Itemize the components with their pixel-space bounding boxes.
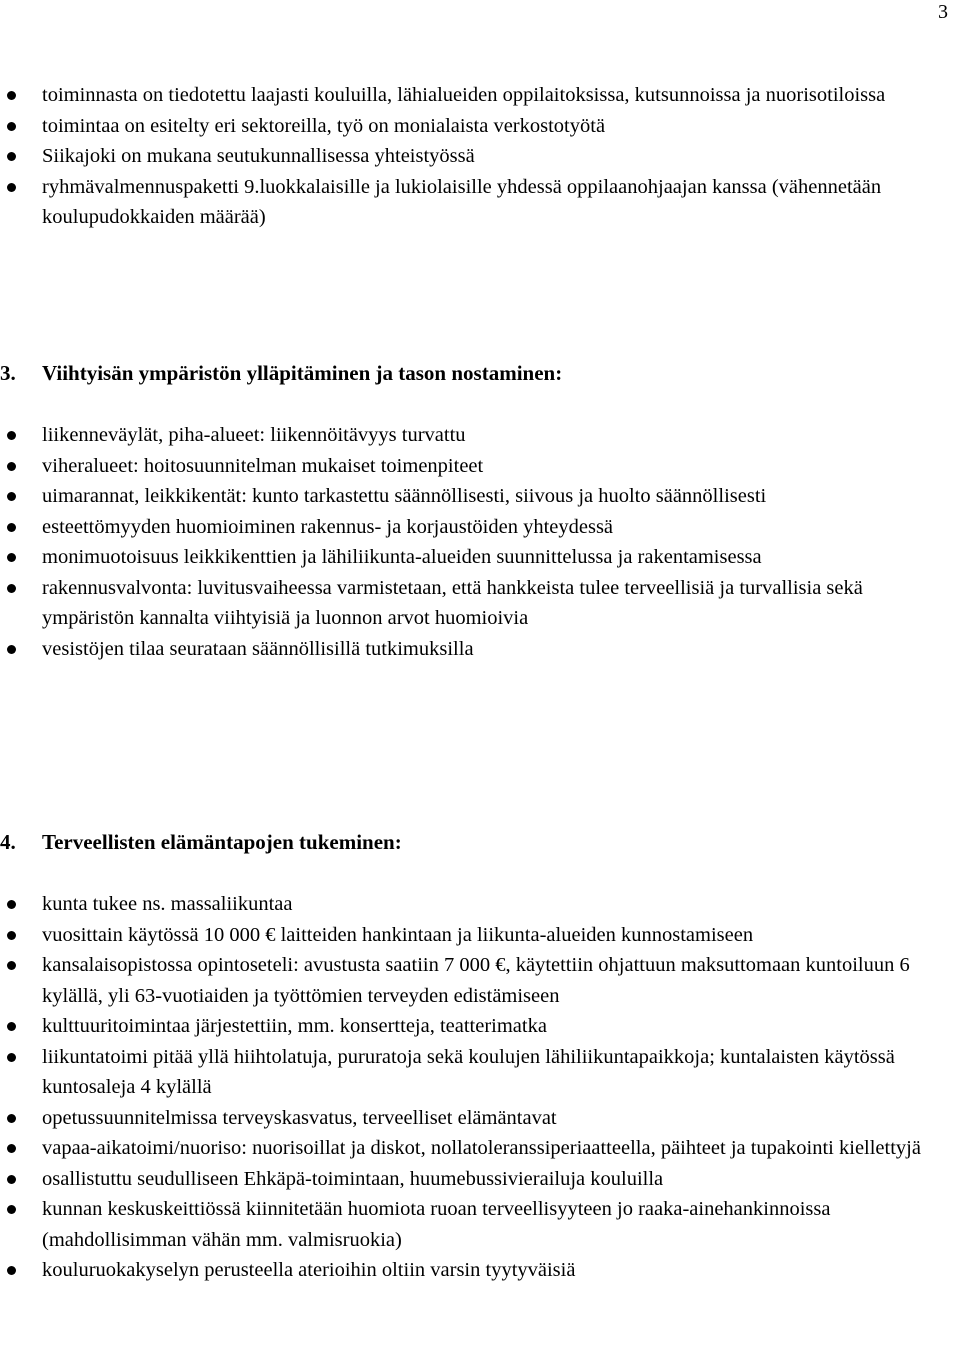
list-item-text: kunnan keskuskeittiössä kiinnitetään huomiota ruoan terveellisyyteen jo raaka-ainehankinnoissa (mahdollisimman vähän mm. valmisruokia) (42, 1198, 831, 1251)
list-item (0, 889, 960, 920)
bullet-list-section-3 (0, 420, 960, 664)
list-item-text: viheralueet: hoitosuunnitelman mukaiset toimenpiteet (42, 454, 484, 477)
bullet-list-intro (0, 80, 960, 233)
section-heading-3 (0, 358, 562, 388)
list-item (0, 920, 960, 951)
section-title: Terveellisten elämäntapojen tukeminen: (42, 830, 402, 854)
list-item-text: kansalaisopistossa opintoseteli: avustusta saatiin 7 000 €, käytettiin ohjattuun maksuttomaan kuntoiluun 6 kylällä, yli 63-vuotiaiden ja työttömien terveyden edistämiseen (42, 954, 910, 1007)
bullet-icon (7, 183, 16, 192)
list-item-text: liikenneväylät, piha-alueet: liikennöitävyys turvattu (42, 424, 466, 446)
bullet-icon (7, 931, 16, 940)
list-item-text: kulttuuritoimintaa järjestettiin, mm. konsertteja, teatterimatka (42, 1015, 547, 1037)
bullet-icon (7, 1144, 16, 1153)
list-item-text: uimarannat, leikkikentät: kunto tarkastettu säännöllisesti, siivous ja huolto säännöllisesti (42, 485, 767, 507)
list-item (0, 1164, 960, 1195)
bullet-list-section-4 (0, 889, 960, 1286)
list-item-text: ryhmävalmennuspaketti 9.luokkalaisille ja lukiolaisille yhdessä oppilaanohjaajan kanssa (vähennetään koulupudokkaiden määrää) (42, 175, 882, 228)
list-item-text: osallistuttu seudulliseen Ehkäpä-toimintaan, huumebussivierailuja kouluilla (42, 1167, 664, 1190)
bullet-icon (7, 1266, 16, 1275)
bullet-icon (7, 152, 16, 161)
list-item (0, 634, 960, 665)
list-item-text: vuosittain käytössä 10 000 € laitteiden hankintaan ja liikunta-alueiden kunnostamiseen (42, 923, 754, 946)
list-item (0, 111, 960, 142)
bullet-icon (7, 431, 16, 440)
bullet-icon (7, 523, 16, 532)
bullet-icon (7, 584, 16, 593)
list-item (0, 80, 960, 111)
section-heading-4 (0, 827, 402, 857)
section-title: Viihtyisän ympäristön ylläpitäminen ja tason nostaminen: (42, 361, 563, 385)
bullet-icon (7, 645, 16, 654)
list-item (0, 451, 960, 482)
list-item-text: opetussuunnitelmissa terveyskasvatus, terveelliset elämäntavat (42, 1106, 557, 1129)
list-item-text: rakennusvalvonta: luvitusvaiheessa varmistetaan, että hankkeista tulee terveellisiä ja turvallisia sekä ympäristön kannalta viihtyisiä ja luonnon arvot huomioivia (42, 576, 863, 629)
section-number: 4. (0, 830, 16, 854)
page-number: 3 (938, 1, 948, 23)
bullet-icon (7, 122, 16, 131)
list-item (0, 481, 960, 512)
list-item-text: esteettömyyden huomioiminen rakennus- ja korjaustöiden yhteydessä (42, 515, 614, 538)
list-item (0, 542, 960, 573)
bullet-icon (7, 91, 16, 100)
bullet-icon (7, 1053, 16, 1062)
list-item-text: liikuntatoimi pitää yllä hiihtolatuja, pururatoja sekä koulujen lähiliikuntapaikkoja; kuntalaisten käytössä kuntosaleja 4 kylällä (42, 1045, 895, 1098)
bullet-icon (7, 961, 16, 970)
list-item (0, 1133, 960, 1164)
bullet-icon (7, 492, 16, 501)
list-item (0, 420, 960, 451)
bullet-icon (7, 1205, 16, 1214)
list-item (0, 1194, 960, 1255)
list-item (0, 141, 960, 172)
list-item (0, 573, 960, 634)
list-item-text: vesistöjen tilaa seurataan säännöllisillä tutkimuksilla (42, 637, 474, 660)
section-number: 3. (0, 361, 16, 385)
list-item (0, 1042, 960, 1103)
list-item-text: toiminnasta on tiedotettu laajasti kouluilla, lähialueiden oppilaitoksissa, kutsunnoissa ja nuorisotiloissa (42, 84, 886, 106)
list-item (0, 172, 960, 233)
list-item-text: kouluruokakyselyn perusteella aterioihin oltiin varsin tyytyväisiä (42, 1259, 576, 1281)
list-item (0, 1011, 960, 1042)
bullet-icon (7, 1114, 16, 1123)
list-item (0, 950, 960, 1011)
bullet-icon (7, 462, 16, 471)
list-item-text: toimintaa on esitelty eri sektoreilla, työ on monialaista verkostotyötä (42, 114, 606, 137)
list-item-text: kunta tukee ns. massaliikuntaa (42, 893, 293, 915)
list-item (0, 1103, 960, 1134)
list-item (0, 512, 960, 543)
list-item-text: vapaa-aikatoimi/nuoriso: nuorisoillat ja diskot, nollatoleranssiperiaatteella, päihteet ja tupakointi kiellettyjä (42, 1137, 921, 1159)
bullet-icon (7, 1175, 16, 1184)
list-item-text: Siikajoki on mukana seutukunnallisessa yhteistyössä (42, 145, 475, 167)
bullet-icon (7, 553, 16, 562)
bullet-icon (7, 900, 16, 909)
list-item-text: monimuotoisuus leikkikenttien ja lähiliikunta-alueiden suunnittelussa ja rakentamisessa (42, 546, 762, 568)
list-item (0, 1255, 960, 1286)
bullet-icon (7, 1022, 16, 1031)
